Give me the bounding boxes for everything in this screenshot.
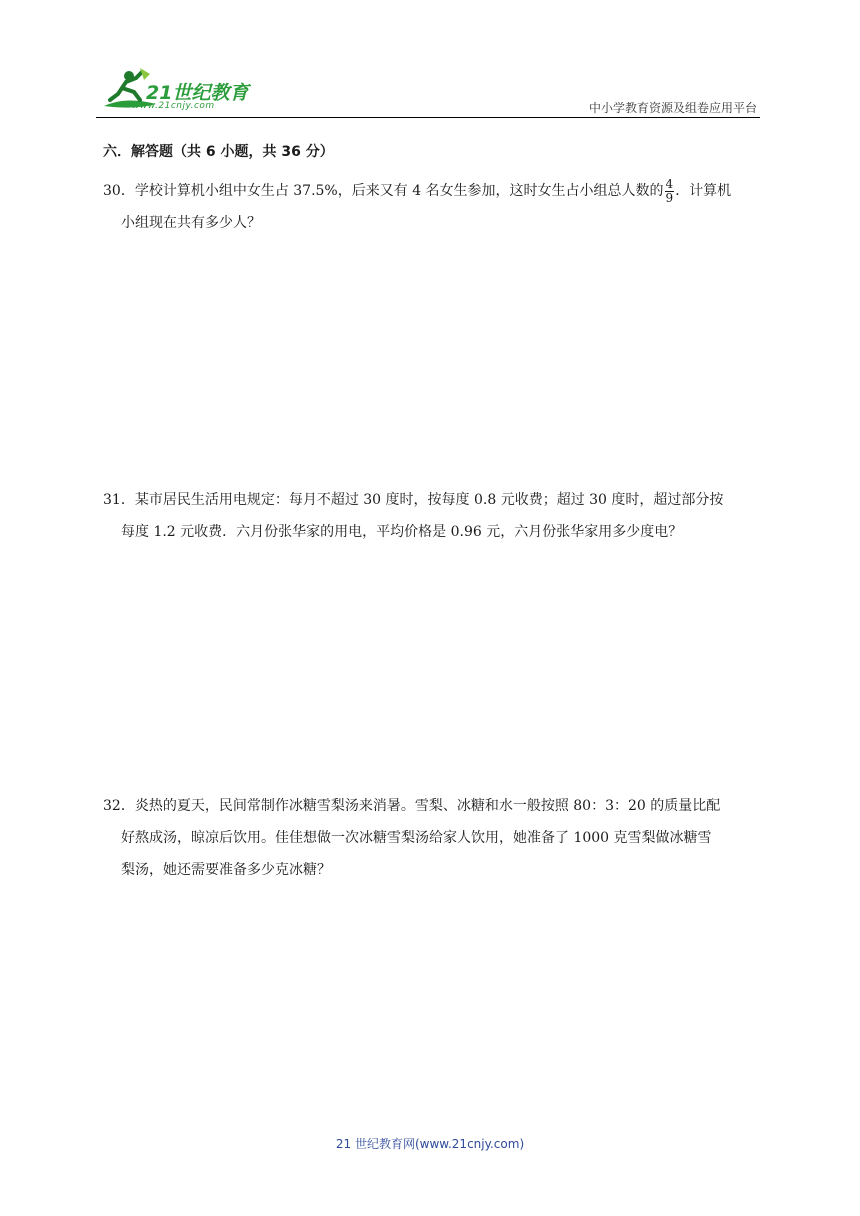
fraction-denominator: 9: [665, 190, 674, 205]
header-divider: [96, 117, 760, 118]
question-30-text-a: 30．学校计算机小组中女生占 37.5%，后来又有 4 名女生参加，这时女生占小组总人数的: [103, 183, 664, 199]
logo-url: www.21cnjy.com: [132, 101, 215, 111]
page-footer[interactable]: 21 世纪教育网(www.21cnjy.com): [335, 1137, 525, 1151]
question-32-line3: 梨汤，她还需要准备多少克冰糖？: [121, 862, 331, 878]
question-31-line2: 每度 1.2 元收费．六月份张华家的用电，平均价格是 0.96 元，六月份张华家用多少度电？: [121, 524, 683, 540]
page-header: [0, 0, 860, 118]
section-title: 六．解答题（共 6 小题，共 36 分）: [103, 144, 334, 160]
fraction-numerator: 4: [665, 176, 674, 191]
header-platform-text: 中小学教育资源及组卷应用平台: [588, 101, 757, 115]
fraction-four-ninths: [665, 178, 675, 205]
question-32-line2: 好熬成汤，晾凉后饮用。佳佳想做一次冰糖雪梨汤给家人饮用，她准备了 1000 克雪梨做冰糖雪: [121, 830, 712, 846]
question-30-text-b: ．计算机: [675, 183, 732, 199]
question-30: [103, 175, 761, 239]
question-31-line1: 31．某市居民生活用电规定：每月不超过 30 度时，按每度 0.8 元收费；超过 30 度时，超过部分按: [103, 492, 724, 508]
question-30-line2: 小组现在共有多少人？: [121, 215, 261, 231]
logo-text: 21世纪教育: [146, 82, 249, 104]
question-32-line1: 32．炎热的夏天，民间常制作冰糖雪梨汤来消暑。雪梨、冰糖和水一般按照 80：3：20 的质量比配: [103, 798, 721, 814]
question-31: [103, 484, 761, 548]
question-32: [103, 790, 761, 886]
